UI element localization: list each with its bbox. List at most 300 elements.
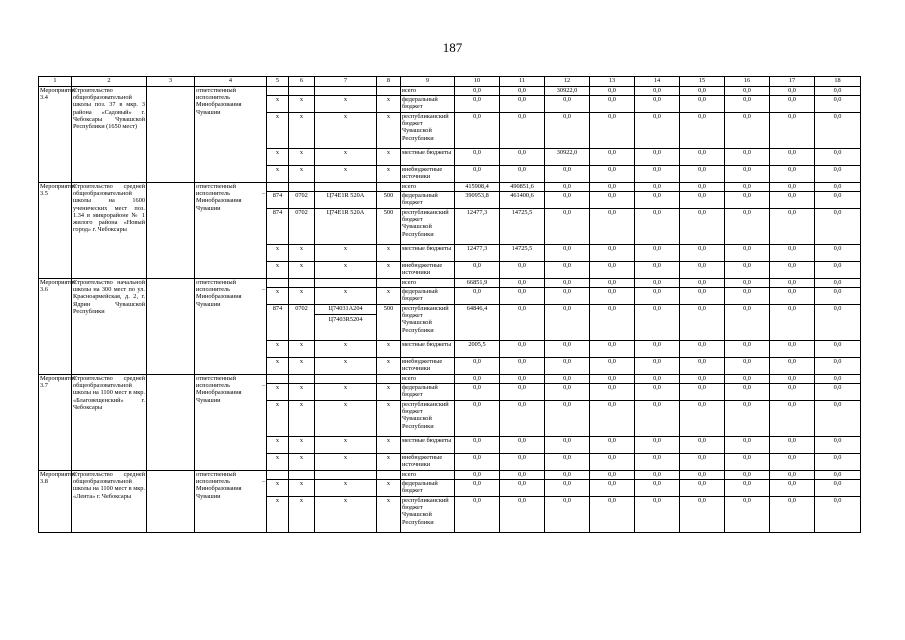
code-cell xyxy=(377,471,401,480)
code-cell: x xyxy=(267,96,289,113)
target-article-code: x xyxy=(343,96,348,103)
code-cell: x xyxy=(377,401,401,437)
value-cell: 0,0 xyxy=(545,305,590,341)
value-cell: 0,0 xyxy=(590,375,635,384)
value-cell: 0,0 xyxy=(725,113,770,149)
value-cell: 0,0 xyxy=(635,113,680,149)
funding-source-cell: местные бюджеты xyxy=(401,341,455,358)
code-cell xyxy=(289,375,315,384)
value-cell: 0,0 xyxy=(455,497,500,533)
value-cell: 0,0 xyxy=(815,279,861,288)
header-cell: 16 xyxy=(725,77,770,87)
value-cell: 0,0 xyxy=(725,262,770,279)
value-cell: 0,0 xyxy=(725,166,770,183)
value-cell: 0,0 xyxy=(680,401,725,437)
value-cell: 0,0 xyxy=(815,401,861,437)
value-cell: 0,0 xyxy=(770,480,815,497)
value-cell: 0,0 xyxy=(680,480,725,497)
header-cell: 9 xyxy=(401,77,455,87)
value-cell: 0,0 xyxy=(770,113,815,149)
value-cell: 0,0 xyxy=(590,87,635,96)
value-cell: 0,0 xyxy=(635,305,680,341)
value-cell: 0,0 xyxy=(545,375,590,384)
value-cell: 0,0 xyxy=(545,209,590,245)
target-article-code-alt: Ц7403R5204 xyxy=(315,314,376,323)
target-article-cell xyxy=(315,96,377,113)
value-cell: 0,0 xyxy=(590,288,635,305)
event-cell: Мероприятие 3.7 xyxy=(39,375,72,471)
value-cell: 0,0 xyxy=(545,401,590,437)
code-cell: x xyxy=(377,113,401,149)
value-cell: 0,0 xyxy=(815,262,861,279)
header-cell: 10 xyxy=(455,77,500,87)
value-cell: 30922,0 xyxy=(545,87,590,96)
value-cell: 0,0 xyxy=(725,245,770,262)
value-cell: 0,0 xyxy=(815,497,861,533)
target-article-cell xyxy=(315,437,377,454)
header-cell: 2 xyxy=(72,77,147,87)
value-cell: 0,0 xyxy=(500,401,545,437)
value-cell: 0,0 xyxy=(500,341,545,358)
target-article-cell xyxy=(315,209,377,245)
target-article-cell xyxy=(315,87,377,96)
value-cell: 0,0 xyxy=(545,384,590,401)
value-cell: 12477,3 xyxy=(455,209,500,245)
funding-source-cell: местные бюджеты xyxy=(401,437,455,454)
target-article-code: x xyxy=(343,166,348,173)
value-cell: 0,0 xyxy=(725,183,770,192)
funding-source-cell: республиканский бюджет Чувашской Республики xyxy=(401,497,455,533)
executor-cell: ответственный исполнитель Минобразования Чувашии xyxy=(195,87,267,183)
code-cell xyxy=(267,279,289,288)
value-cell: 0,0 xyxy=(725,341,770,358)
value-cell: 390953,8 xyxy=(455,192,500,209)
target-article-cell xyxy=(315,471,377,480)
value-cell: 0,0 xyxy=(815,375,861,384)
value-cell: 0,0 xyxy=(725,87,770,96)
target-article-cell xyxy=(315,279,377,288)
code-cell xyxy=(377,183,401,192)
target-article-code: Ц74031А204 xyxy=(328,305,363,312)
value-cell: 66851,9 xyxy=(455,279,500,288)
header-cell: 17 xyxy=(770,77,815,87)
value-cell: 0,0 xyxy=(770,341,815,358)
value-cell: 0,0 xyxy=(590,437,635,454)
value-cell: 0,0 xyxy=(815,341,861,358)
code-cell: x xyxy=(377,288,401,305)
code-cell: x xyxy=(267,358,289,375)
value-cell: 0,0 xyxy=(455,454,500,471)
target-article-cell xyxy=(315,401,377,437)
empty-cell xyxy=(147,279,195,375)
event-cell: Мероприятие 3.6 xyxy=(39,279,72,375)
header-cell: 3 xyxy=(147,77,195,87)
value-cell: 0,0 xyxy=(500,480,545,497)
value-cell: 0,0 xyxy=(635,183,680,192)
code-cell: x xyxy=(377,245,401,262)
value-cell: 0,0 xyxy=(500,358,545,375)
funding-source-cell: федеральный бюджет xyxy=(401,288,455,305)
value-cell: 0,0 xyxy=(590,113,635,149)
value-cell: 0,0 xyxy=(770,166,815,183)
table-row xyxy=(39,87,861,96)
value-cell: 0,0 xyxy=(770,384,815,401)
value-cell: 0,0 xyxy=(725,305,770,341)
value-cell: 0,0 xyxy=(680,192,725,209)
value-cell: 0,0 xyxy=(680,471,725,480)
value-cell: 0,0 xyxy=(770,437,815,454)
value-cell: 0,0 xyxy=(590,149,635,166)
value-cell: 0,0 xyxy=(770,209,815,245)
value-cell: 0,0 xyxy=(545,471,590,480)
value-cell: 0,0 xyxy=(635,166,680,183)
value-cell: 490851,6 xyxy=(500,183,545,192)
value-cell: 0,0 xyxy=(815,113,861,149)
funding-source-cell: республиканский бюджет Чувашской Республики xyxy=(401,209,455,245)
code-cell xyxy=(289,279,315,288)
value-cell: 0,0 xyxy=(635,279,680,288)
value-cell: 64846,4 xyxy=(455,305,500,341)
code-cell xyxy=(377,375,401,384)
target-article-code: x xyxy=(343,149,348,156)
value-cell: 0,0 xyxy=(545,358,590,375)
code-cell: x xyxy=(267,497,289,533)
value-cell: 0,0 xyxy=(455,401,500,437)
target-article-cell xyxy=(315,497,377,533)
value-cell: 0,0 xyxy=(545,113,590,149)
code-cell: x xyxy=(289,454,315,471)
value-cell: 0,0 xyxy=(770,358,815,375)
target-article-code: x xyxy=(343,113,348,120)
value-cell: 0,0 xyxy=(815,358,861,375)
value-cell: 0,0 xyxy=(770,96,815,113)
target-article-code: x xyxy=(343,245,348,252)
value-cell: 0,0 xyxy=(770,262,815,279)
value-cell: 0,0 xyxy=(590,96,635,113)
code-cell: x xyxy=(267,401,289,437)
code-cell xyxy=(267,183,289,192)
value-cell: 0,0 xyxy=(725,96,770,113)
code-cell xyxy=(267,471,289,480)
target-article-code: x xyxy=(343,480,348,487)
code-cell: x xyxy=(289,245,315,262)
value-cell: 0,0 xyxy=(635,341,680,358)
header-cell: 12 xyxy=(545,77,590,87)
value-cell: 0,0 xyxy=(680,497,725,533)
code-cell xyxy=(377,279,401,288)
value-cell: 0,0 xyxy=(635,480,680,497)
value-cell: 0,0 xyxy=(770,245,815,262)
funding-source-cell: республиканский бюджет Чувашской Республики xyxy=(401,113,455,149)
value-cell: 0,0 xyxy=(455,262,500,279)
header-cell: 5 xyxy=(267,77,289,87)
value-cell: 0,0 xyxy=(635,149,680,166)
value-cell: 0,0 xyxy=(500,262,545,279)
value-cell: 0,0 xyxy=(500,288,545,305)
value-cell: 0,0 xyxy=(815,209,861,245)
code-cell: x xyxy=(289,358,315,375)
value-cell: 0,0 xyxy=(815,96,861,113)
value-cell: 30922,0 xyxy=(545,149,590,166)
value-cell: 0,0 xyxy=(725,401,770,437)
code-cell: x xyxy=(377,96,401,113)
code-cell xyxy=(289,87,315,96)
value-cell: 0,0 xyxy=(815,384,861,401)
value-cell: 0,0 xyxy=(680,341,725,358)
code-cell: x xyxy=(377,262,401,279)
value-cell: 0,0 xyxy=(770,305,815,341)
empty-cell xyxy=(147,87,195,183)
value-cell: 0,0 xyxy=(545,183,590,192)
value-cell: 0,0 xyxy=(455,87,500,96)
value-cell: 0,0 xyxy=(455,358,500,375)
value-cell: 0,0 xyxy=(590,401,635,437)
value-cell: 0,0 xyxy=(545,96,590,113)
executor-cell: ответственный исполнитель – Минобразования Чувашии xyxy=(195,279,267,375)
value-cell: 0,0 xyxy=(545,454,590,471)
code-cell: x xyxy=(289,96,315,113)
value-cell: 0,0 xyxy=(725,358,770,375)
value-cell: 415908,4 xyxy=(455,183,500,192)
header-cell: 11 xyxy=(500,77,545,87)
code-cell: x xyxy=(377,497,401,533)
value-cell: 0,0 xyxy=(770,288,815,305)
value-cell: 0,0 xyxy=(770,279,815,288)
value-cell: 0,0 xyxy=(590,454,635,471)
value-cell: 0,0 xyxy=(635,497,680,533)
funding-source-cell: всего xyxy=(401,471,455,480)
value-cell: 0,0 xyxy=(680,149,725,166)
value-cell: 0,0 xyxy=(590,279,635,288)
value-cell: 0,0 xyxy=(635,96,680,113)
code-cell: x xyxy=(267,113,289,149)
value-cell: 0,0 xyxy=(455,149,500,166)
value-cell: 0,0 xyxy=(590,384,635,401)
value-cell: 0,0 xyxy=(590,471,635,480)
value-cell: 0,0 xyxy=(725,384,770,401)
target-article-cell xyxy=(315,384,377,401)
funding-source-cell: всего xyxy=(401,375,455,384)
value-cell: 0,0 xyxy=(455,113,500,149)
header-cell: 18 xyxy=(815,77,861,87)
target-article-cell xyxy=(315,113,377,149)
executor-cell: ответственный исполнитель – Минобразования Чувашии xyxy=(195,183,267,279)
value-cell: 0,0 xyxy=(815,192,861,209)
value-cell: 0,0 xyxy=(635,454,680,471)
code-cell: 874 xyxy=(267,305,289,341)
value-cell: 0,0 xyxy=(770,401,815,437)
value-cell: 0,0 xyxy=(680,375,725,384)
empty-cell xyxy=(147,375,195,471)
budget-table xyxy=(38,76,861,533)
target-article-code: Ц74Е1R 520А xyxy=(326,209,365,216)
target-article-cell xyxy=(315,166,377,183)
code-cell: x xyxy=(289,341,315,358)
value-cell: 0,0 xyxy=(680,245,725,262)
value-cell: 0,0 xyxy=(590,497,635,533)
target-article-cell xyxy=(315,245,377,262)
target-article-cell xyxy=(315,262,377,279)
target-article-code: x xyxy=(343,384,348,391)
value-cell: 0,0 xyxy=(455,96,500,113)
value-cell: 0,0 xyxy=(680,113,725,149)
code-cell xyxy=(289,471,315,480)
event-cell: Мероприятие 3.4 xyxy=(39,87,72,183)
code-cell: x xyxy=(267,341,289,358)
target-article-cell xyxy=(315,358,377,375)
target-article-cell xyxy=(315,149,377,166)
value-cell: 0,0 xyxy=(680,87,725,96)
value-cell: 0,0 xyxy=(500,149,545,166)
value-cell: 0,0 xyxy=(455,437,500,454)
code-cell: x xyxy=(267,384,289,401)
code-cell: x xyxy=(267,166,289,183)
value-cell: 0,0 xyxy=(725,454,770,471)
code-cell: 500 xyxy=(377,192,401,209)
value-cell: 0,0 xyxy=(545,497,590,533)
target-article-code: x xyxy=(343,454,348,461)
target-article-cell xyxy=(315,305,377,341)
value-cell: 0,0 xyxy=(725,279,770,288)
value-cell: 0,0 xyxy=(500,375,545,384)
target-article-code: x xyxy=(343,437,348,444)
value-cell: 0,0 xyxy=(635,245,680,262)
code-cell: 500 xyxy=(377,305,401,341)
value-cell: 0,0 xyxy=(680,305,725,341)
target-article-code: x xyxy=(343,358,348,365)
code-cell: x xyxy=(377,480,401,497)
empty-cell xyxy=(147,183,195,279)
value-cell: 0,0 xyxy=(725,437,770,454)
target-article-cell xyxy=(315,480,377,497)
value-cell: 0,0 xyxy=(545,341,590,358)
code-cell: x xyxy=(289,166,315,183)
value-cell: 0,0 xyxy=(680,96,725,113)
value-cell: 0,0 xyxy=(500,166,545,183)
code-cell: x xyxy=(289,113,315,149)
funding-source-cell: республиканский бюджет Чувашской Республики xyxy=(401,305,455,341)
value-cell: 0,0 xyxy=(770,192,815,209)
value-cell: 0,0 xyxy=(590,192,635,209)
value-cell: 0,0 xyxy=(500,305,545,341)
value-cell: 0,0 xyxy=(815,183,861,192)
value-cell: 14725,5 xyxy=(500,209,545,245)
code-cell: x xyxy=(267,245,289,262)
code-cell: x xyxy=(267,288,289,305)
table-row xyxy=(39,279,861,288)
executor-cell: ответственный исполнитель – Минобразования Чувашии xyxy=(195,471,267,533)
value-cell: 0,0 xyxy=(500,87,545,96)
value-cell: 0,0 xyxy=(455,375,500,384)
column-number-header xyxy=(39,77,861,87)
target-article-code: x xyxy=(343,497,348,504)
code-cell: x xyxy=(377,341,401,358)
value-cell: 0,0 xyxy=(590,245,635,262)
value-cell: 0,0 xyxy=(725,192,770,209)
value-cell: 0,0 xyxy=(815,437,861,454)
funding-source-cell: федеральный бюджет xyxy=(401,96,455,113)
value-cell: 0,0 xyxy=(590,183,635,192)
value-cell: 0,0 xyxy=(680,437,725,454)
code-cell: x xyxy=(267,149,289,166)
target-article-cell xyxy=(315,454,377,471)
executor-cell: ответственный исполнитель – Минобразования Чувашии xyxy=(195,375,267,471)
value-cell: 0,0 xyxy=(545,166,590,183)
value-cell: 12477,3 xyxy=(455,245,500,262)
code-cell xyxy=(267,375,289,384)
value-cell: 0,0 xyxy=(590,209,635,245)
value-cell: 0,0 xyxy=(725,288,770,305)
name-cell: Строительство средней общеобразовательной школы на 1100 мест в мкр. «Лента» г. Чебоксары xyxy=(72,471,147,533)
value-cell: 0,0 xyxy=(770,183,815,192)
value-cell: 0,0 xyxy=(455,288,500,305)
name-cell: Строительство средней общеобразовательной школы на 1100 мест в мкр. «Благовещенский» г. Чебоксары xyxy=(72,375,147,471)
funding-source-cell: федеральный бюджет xyxy=(401,192,455,209)
value-cell: 0,0 xyxy=(455,480,500,497)
value-cell: 0,0 xyxy=(455,166,500,183)
code-cell: x xyxy=(289,497,315,533)
value-cell: 0,0 xyxy=(500,471,545,480)
funding-source-cell: внебюджетные источники xyxy=(401,262,455,279)
code-cell: x xyxy=(267,480,289,497)
value-cell: 0,0 xyxy=(770,87,815,96)
code-cell: 0702 xyxy=(289,192,315,209)
value-cell: 0,0 xyxy=(635,262,680,279)
value-cell: 0,0 xyxy=(635,87,680,96)
target-article-cell xyxy=(315,192,377,209)
value-cell: 0,0 xyxy=(770,454,815,471)
code-cell: x xyxy=(289,384,315,401)
value-cell: 0,0 xyxy=(545,480,590,497)
code-cell: x xyxy=(289,401,315,437)
page-number: 187 xyxy=(442,40,463,55)
value-cell: 0,0 xyxy=(815,454,861,471)
value-cell: 461400,6 xyxy=(500,192,545,209)
value-cell: 0,0 xyxy=(725,149,770,166)
value-cell: 0,0 xyxy=(635,209,680,245)
code-cell: x xyxy=(377,437,401,454)
table-row xyxy=(39,183,861,192)
code-cell: x xyxy=(289,149,315,166)
code-cell xyxy=(289,183,315,192)
header-cell: 1 xyxy=(39,77,72,87)
value-cell: 0,0 xyxy=(815,288,861,305)
value-cell: 0,0 xyxy=(725,497,770,533)
value-cell: 0,0 xyxy=(500,384,545,401)
table-row xyxy=(39,471,861,480)
value-cell: 0,0 xyxy=(725,480,770,497)
code-cell: x xyxy=(267,262,289,279)
code-cell: x xyxy=(267,437,289,454)
value-cell: 0,0 xyxy=(590,262,635,279)
funding-source-cell: всего xyxy=(401,87,455,96)
value-cell: 0,0 xyxy=(500,96,545,113)
value-cell: 0,0 xyxy=(815,471,861,480)
value-cell: 0,0 xyxy=(635,437,680,454)
code-cell: x xyxy=(289,437,315,454)
value-cell: 0,0 xyxy=(770,471,815,480)
value-cell: 0,0 xyxy=(590,166,635,183)
code-cell: x xyxy=(377,384,401,401)
code-cell: 0702 xyxy=(289,305,315,341)
header-cell: 7 xyxy=(315,77,377,87)
value-cell: 0,0 xyxy=(770,375,815,384)
value-cell: 0,0 xyxy=(590,480,635,497)
value-cell: 0,0 xyxy=(635,471,680,480)
funding-source-cell: местные бюджеты xyxy=(401,149,455,166)
code-cell: x xyxy=(377,454,401,471)
funding-source-cell: всего xyxy=(401,279,455,288)
